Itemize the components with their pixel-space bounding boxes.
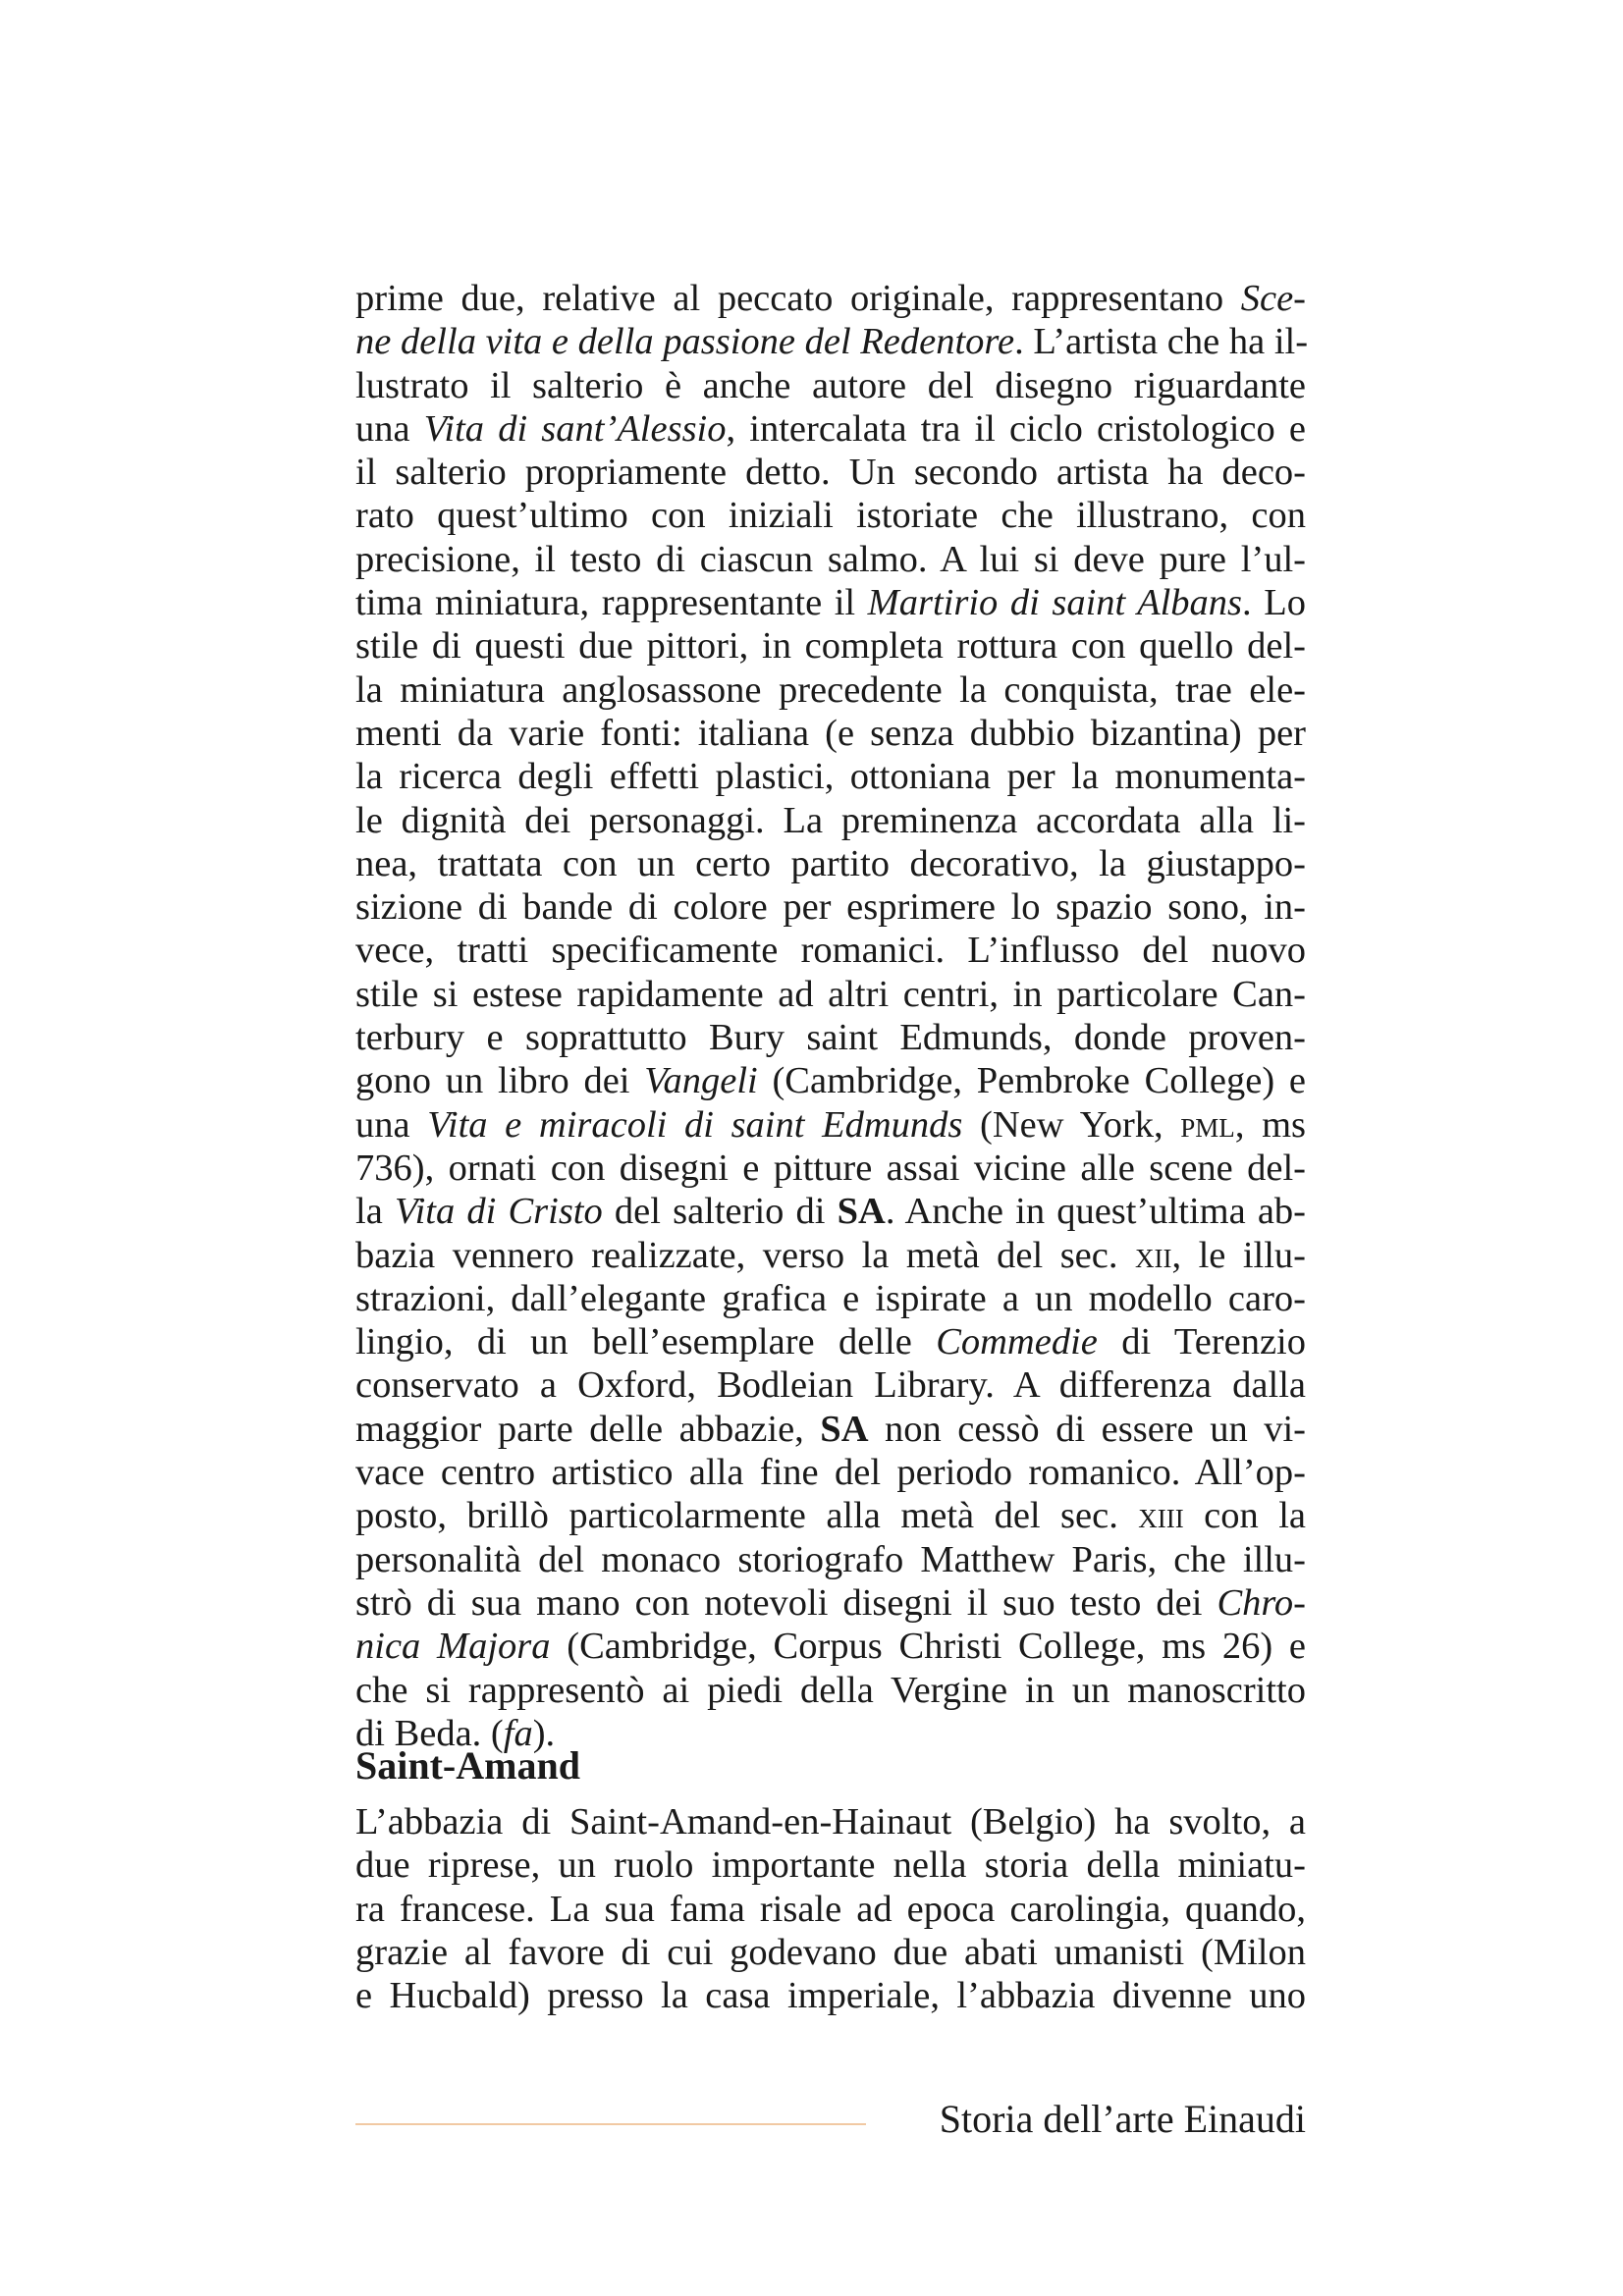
text-line bbox=[355, 1408, 1306, 1451]
text-run: precisione, il testo di ciascun salmo. A lui si deve pure l’ul- bbox=[355, 538, 1306, 580]
text-line bbox=[355, 1147, 1306, 1190]
text-run: 736), ornati con disegni e pitture assai vicine alle scene del- bbox=[355, 1147, 1306, 1189]
text-line bbox=[355, 1625, 1306, 1668]
text-run: L’abbazia di Saint-Amand-en-Hainaut (Belgio) ha svolto, a bbox=[355, 1801, 1306, 1842]
text-line bbox=[355, 1931, 1306, 1974]
text-run: xii bbox=[1134, 1234, 1172, 1276]
text-run: Chro- bbox=[1217, 1581, 1306, 1624]
text-line bbox=[355, 1016, 1306, 1059]
text-run: pml bbox=[1180, 1103, 1235, 1146]
body-text bbox=[355, 277, 1309, 1755]
text-line bbox=[355, 581, 1306, 624]
text-run: Sce- bbox=[1240, 278, 1306, 319]
text-run: ). bbox=[532, 1712, 556, 1754]
text-run: la bbox=[355, 1191, 395, 1233]
text-line bbox=[355, 451, 1306, 494]
text-run: di Terenzio bbox=[1097, 1321, 1306, 1363]
text-run: stile di questi due pittori, in completa rottura con quello del- bbox=[355, 625, 1306, 667]
text-line bbox=[355, 538, 1306, 581]
text-run: vace centro artistico alla fine del periodo romanico. All’op- bbox=[355, 1452, 1306, 1494]
text-run: il salterio propriamente detto. Un secondo artista ha deco- bbox=[355, 452, 1306, 494]
text-run: conservato a Oxford, Bodleian Library. A differenza dalla bbox=[355, 1364, 1306, 1407]
text-run: una bbox=[355, 407, 424, 450]
text-line bbox=[355, 668, 1306, 712]
text-run: lustrato il salterio è anche autore del disegno riguardante bbox=[355, 364, 1306, 406]
text-run: fa bbox=[503, 1712, 533, 1754]
text-line bbox=[355, 407, 1306, 451]
text-run: Vita di Cristo bbox=[394, 1191, 603, 1233]
text-run: Martirio di saint Albans bbox=[867, 582, 1243, 624]
text-run: Vangeli bbox=[644, 1060, 758, 1102]
text-line bbox=[355, 1190, 1306, 1233]
section-heading: Saint-Amand bbox=[355, 1743, 580, 1788]
text-run: ra francese. La sua fama risale ad epoca carolingia, quando, bbox=[355, 1888, 1306, 1930]
text-line bbox=[355, 624, 1306, 667]
text-run: Commedie bbox=[936, 1321, 1098, 1363]
footer-rule bbox=[355, 2123, 866, 2125]
text-run: due riprese, un ruolo importante nella storia della miniatu- bbox=[355, 1844, 1306, 1887]
section-text bbox=[355, 1800, 1306, 2017]
text-line bbox=[355, 973, 1306, 1016]
text-run: (Cambridge, Corpus Christi College, ms 26) e bbox=[550, 1626, 1306, 1668]
text-run: menti da varie fonti: italiana (e senza dubbio bizantina) per bbox=[355, 712, 1306, 754]
text-run: maggior parte delle abbazie, bbox=[355, 1408, 821, 1450]
text-line bbox=[355, 1363, 1306, 1407]
text-run: di Beda. ( bbox=[355, 1712, 504, 1754]
text-run: e Hucbald) presso la casa imperiale, l’abbazia divenne uno bbox=[355, 1975, 1306, 2017]
text-line bbox=[355, 799, 1306, 842]
text-line bbox=[355, 929, 1306, 972]
text-run: vece, tratti specificamente romanici. L’influsso del nuovo bbox=[355, 930, 1306, 972]
footer-title: Storia dell’arte Einaudi bbox=[939, 2097, 1306, 2141]
text-run: personalità del monaco storiografo Matthew Paris, che illu- bbox=[355, 1538, 1306, 1580]
text-line bbox=[355, 842, 1306, 885]
text-run: ne della vita e della passione del Redentore bbox=[355, 321, 1015, 363]
text-run: lingio, di un bell’esemplare delle bbox=[355, 1321, 937, 1363]
text-run: . Anche in quest’ultima ab- bbox=[885, 1191, 1306, 1233]
text-run: (New York, bbox=[962, 1103, 1181, 1146]
text-line bbox=[355, 1277, 1306, 1320]
text-line bbox=[355, 1974, 1306, 2017]
text-run: Vita e miracoli di saint Edmunds bbox=[427, 1103, 963, 1146]
text-run: non cessò di essere un vi- bbox=[868, 1408, 1306, 1450]
text-line bbox=[355, 1669, 1306, 1712]
text-run: con la bbox=[1183, 1495, 1306, 1537]
text-line bbox=[355, 1059, 1306, 1102]
text-line bbox=[355, 1800, 1306, 1843]
text-line bbox=[355, 885, 1306, 929]
text-line bbox=[355, 1843, 1306, 1887]
text-run: rato quest’ultimo con iniziali istoriate che illustrano, con bbox=[355, 495, 1306, 537]
text-run: (Cambridge, Pembroke College) e bbox=[757, 1060, 1307, 1102]
text-run: prime due, relative al peccato originale, rappresentano bbox=[355, 278, 1241, 319]
text-run: stile si estese rapidamente ad altri centri, in particolare Can- bbox=[355, 973, 1306, 1015]
text-run: la miniatura anglosassone precedente la conquista, trae ele- bbox=[355, 668, 1306, 711]
text-line bbox=[355, 1538, 1306, 1581]
text-line bbox=[355, 320, 1309, 363]
text-line bbox=[355, 1320, 1306, 1363]
text-line bbox=[355, 755, 1306, 798]
text-line bbox=[355, 277, 1306, 320]
text-run: la ricerca degli effetti plastici, ottoniana per la monumenta- bbox=[355, 756, 1306, 798]
text-run: SA bbox=[820, 1408, 869, 1450]
text-run: , ms bbox=[1234, 1103, 1307, 1146]
text-run: Vita di sant’Alessio bbox=[423, 407, 727, 450]
text-line bbox=[355, 712, 1306, 755]
text-run: tima miniatura, rappresentante il bbox=[355, 582, 868, 624]
text-run: nea, trattata con un certo partito decorativo, la giustappo- bbox=[355, 842, 1306, 884]
text-run: strazioni, dall’elegante grafica e ispirate a un modello caro- bbox=[355, 1277, 1306, 1319]
text-run: strò di sua mano con notevoli disegni il suo testo dei bbox=[355, 1581, 1217, 1624]
text-run: posto, brillò particolarmente alla metà del sec. bbox=[355, 1495, 1139, 1537]
text-run: una bbox=[355, 1103, 428, 1146]
text-line bbox=[355, 1494, 1306, 1537]
text-run: che si rappresentò ai piedi della Vergine in un manoscritto bbox=[355, 1669, 1306, 1711]
text-run: . L’artista che ha il- bbox=[1014, 321, 1309, 363]
text-run: , le illu- bbox=[1171, 1234, 1306, 1276]
text-line bbox=[355, 1888, 1306, 1931]
text-run: SA bbox=[837, 1191, 886, 1233]
text-line bbox=[355, 494, 1306, 537]
text-run: . Lo bbox=[1242, 582, 1306, 624]
text-line bbox=[355, 1581, 1306, 1625]
text-run: le dignità dei personaggi. La preminenza accordata alla li- bbox=[355, 799, 1306, 841]
text-line bbox=[355, 1451, 1306, 1494]
text-run: del salterio di bbox=[602, 1191, 838, 1233]
text-run: grazie al favore di cui godevano due abati umanisti (Milon bbox=[355, 1931, 1306, 1973]
text-run: sizione di bande di colore per esprimere lo spazio sono, in- bbox=[355, 886, 1306, 929]
text-line bbox=[355, 364, 1306, 407]
text-line bbox=[355, 1103, 1306, 1147]
text-run: terbury e soprattutto Bury saint Edmunds, donde proven- bbox=[355, 1017, 1306, 1059]
text-line bbox=[355, 1234, 1306, 1277]
text-run: xiii bbox=[1138, 1495, 1184, 1537]
text-run: bazia vennero realizzate, verso la metà del sec. bbox=[355, 1234, 1135, 1276]
text-run: nica Majora bbox=[355, 1626, 551, 1668]
text-run: , intercalata tra il ciclo cristologico e bbox=[726, 407, 1306, 450]
text-run: gono un libro dei bbox=[355, 1060, 645, 1102]
